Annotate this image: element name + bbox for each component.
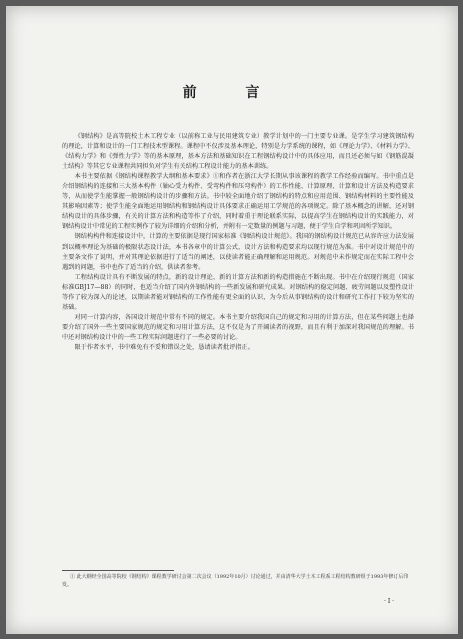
paragraph: 《钢结构》是高等院校土木工程专业（以前称工业与民用建筑专业）教学计划中的一门主要专业课。是学生学习建筑钢结构的理论，计算和设计的一门工程技术型课程。课程中不仅涉及基本理论，特别是力学系统的课程，如《理论力学》、《材料力学》、《结构力学》和《弹性力学》等的基本原理，基本方法和基础知识在工程钢结构设计中的具体应用，而且还必须与如《钢筋混凝土结构》等其它专业课程共同担负对学生有关结构工程设计能力的基本训练。 bbox=[62, 133, 414, 171]
page-title: 前 言 bbox=[182, 85, 282, 101]
paragraph: 限于作者水平，书中难免有不妥和错误之处，恳请读者批评指正。 bbox=[74, 343, 254, 351]
paragraph: 本书主要依据《钢结构课程教学大纲和基本要求》①和作者在浙江大学长期从事该课程的教学工作经验而编写。书中重点是介绍钢结构的连接和三大基本构件（轴心受力构件、受弯构件和压弯构件）的工作性能、计算原理、计算和设计方法及构造要求等，从而使学生能掌握一般钢结构设计的步骤和方法。书中较全面地介绍了钢结构的特点和应用范围、钢结构材料的主要性能及其影响因素等；使学生能全面地运用钢结构和钢结构设计具体要求正确运用工学规范的各项规定。除了基本概念的讲解，还对钢结构设计的具体步骤，有关的计算方法和构造等作了介绍，同时着重于理论联系实际，以提高学生在钢结构设计的实践能力，对钢结构设计中常见的工程实例作了较为详细的介绍和分析，并附有一定数量的例题与习题，便于学生自学和巩固所学知识。 bbox=[62, 173, 414, 231]
footnote: ① 此大纲经全国高等院校《钢结构》课程教学研讨会第二次会议（1992年10月）讨论通过，并由清华大学土木工程系工程结构教研组于1993年修订后印发。 bbox=[62, 574, 409, 588]
paragraph: 工程结构设计具有不断发展的特点，新的设计理论、新的计算方法和新的构造措施在不断出现。书中在介绍现行规范（国家标准GBJ17—88）的同时，也适当介绍了国内外钢结构的一些新发展和研究成果。对钢结构的稳定问题、疲劳问题以及塑性设计等作了较为深入的论述，以期读者能对钢结构的工作性能有更全面的认识，为今后从事钢结构的设计和研究工作打下较为坚实的基础。 bbox=[62, 273, 414, 311]
paragraph: 对同一计算内容，各国设计规范中常有不同的规定。本书主要介绍我国自己的规定和习用的计算方法，但在某些问题上也择要介绍了国外一些主要国家规范的规定和习用计算方法，这不仅是为了开阔读者的视野，而且有利于加深对我国规范的理解。书中还对钢结构设计中的一些工程实际问题进行了一些必要的讨论。 bbox=[62, 313, 414, 341]
page-number: · I · bbox=[384, 598, 394, 605]
paragraph: 钢结构构件和连接设计中，计算的主要依据是现行国家标准《钢结构设计规范》。我国的钢结构设计规范已从容许应力法发展到以概率理论为基础的极限状态设计法，本书各章中的计算公式、设计方法和构造要求均以现行规范为准。书中对设计规范中的主要条文作了说明，并对其理论依据进行了适当的阐述，以使读者能正确理解和运用规范。对规范中未作规定而在实际工程中会遇到的问题，书中也作了适当的介绍，供读者参考。 bbox=[62, 233, 414, 271]
footnote-divider bbox=[62, 570, 174, 571]
body-text bbox=[62, 132, 414, 353]
document-page bbox=[6, 6, 458, 634]
